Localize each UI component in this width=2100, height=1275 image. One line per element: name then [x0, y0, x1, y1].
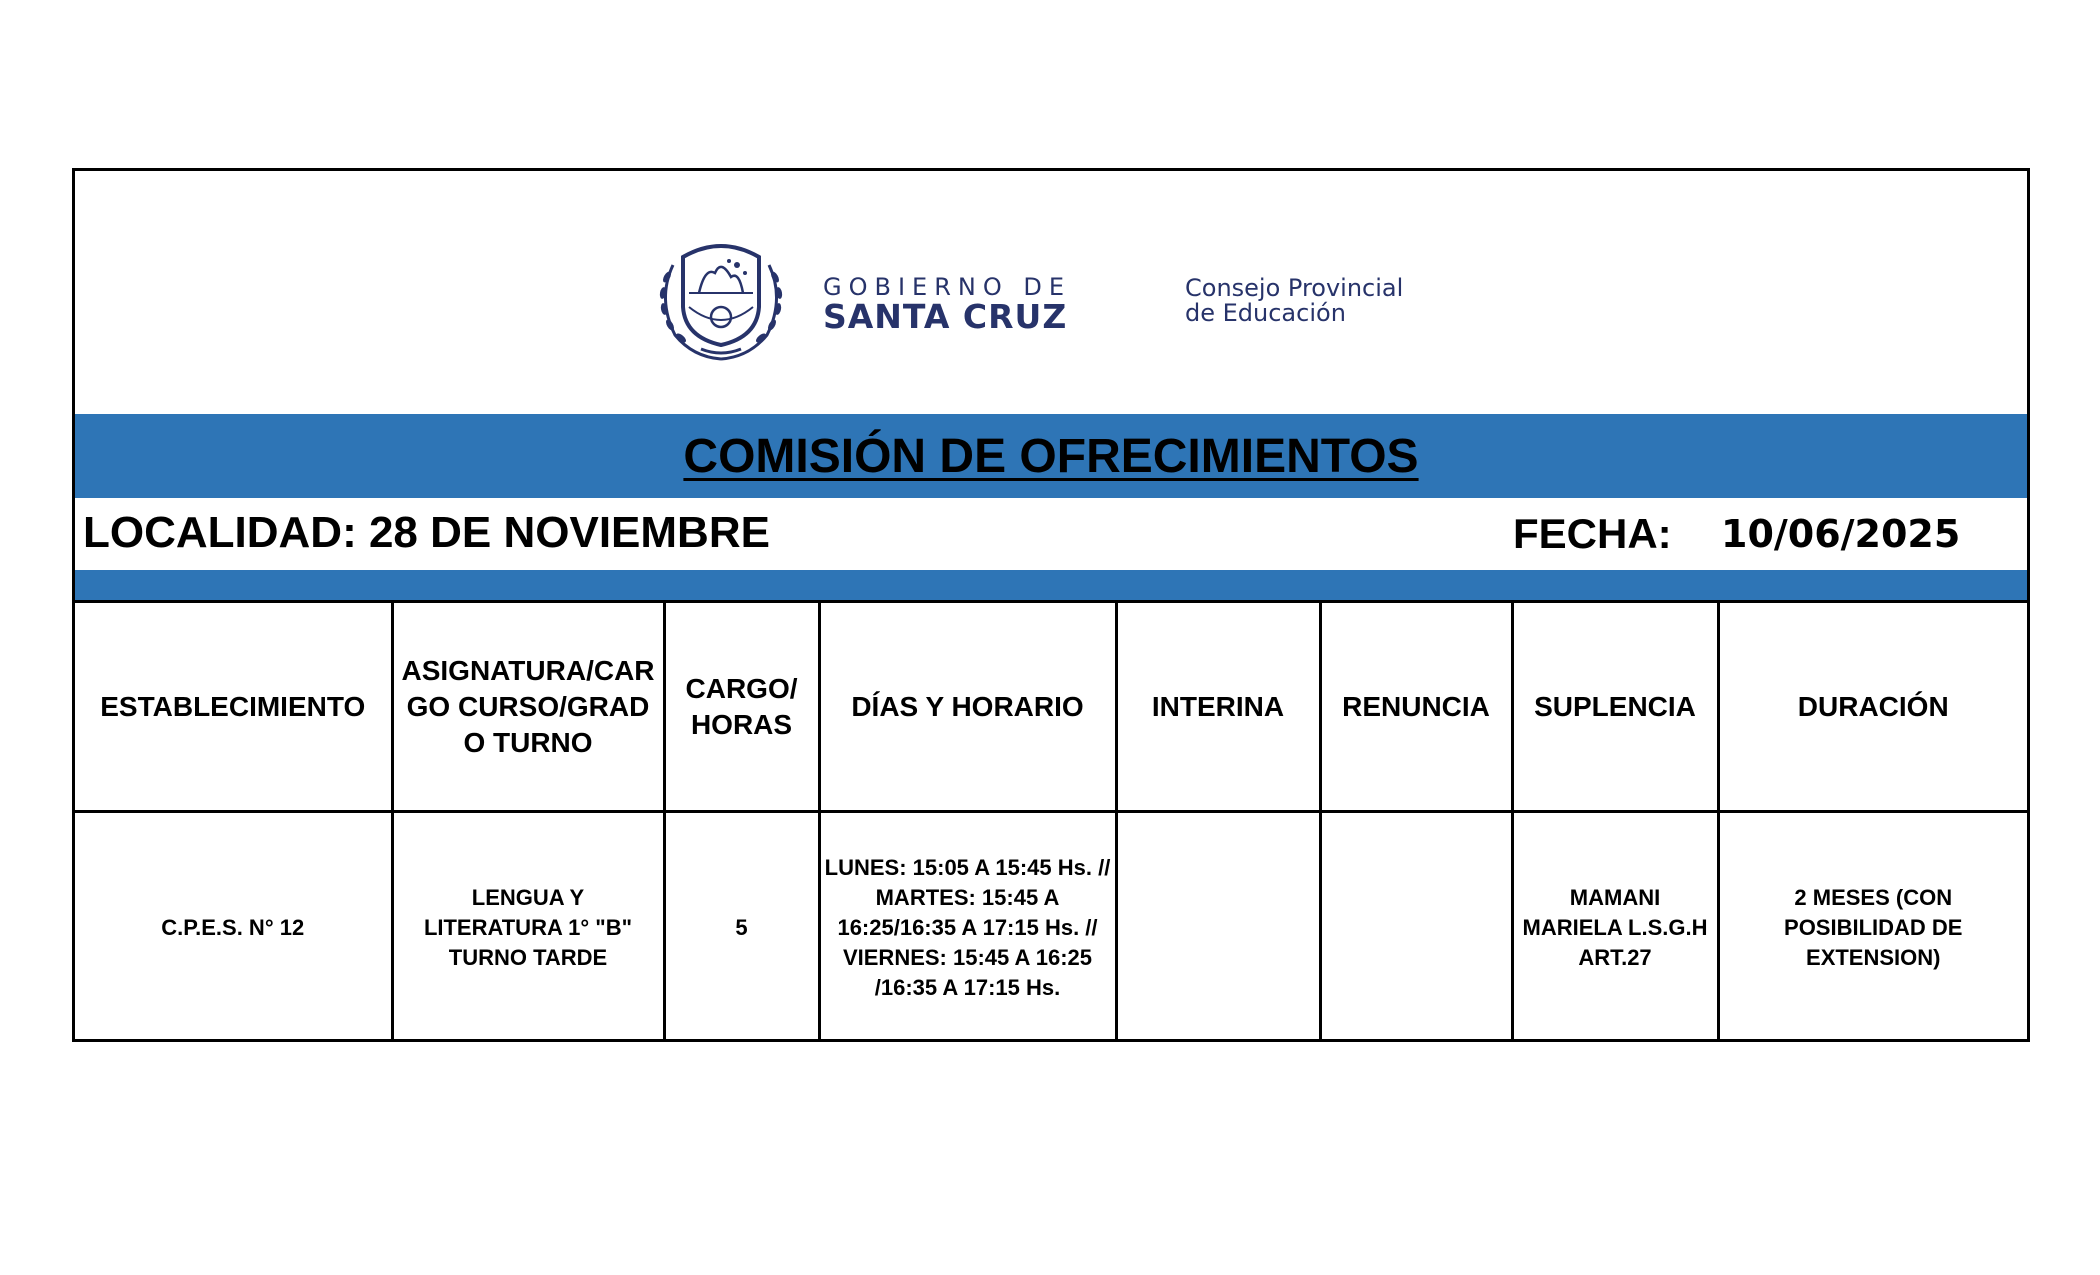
divider-band [75, 570, 2027, 600]
table-row [75, 812, 2027, 1043]
location-row [75, 498, 2027, 570]
header-establecimiento: ESTABLECIMIENTO [75, 602, 392, 812]
table-header-row [75, 602, 2027, 812]
header-duracion: DURACIÓN [1718, 602, 2027, 812]
header-cargo-horas: CARGO/ HORAS [664, 602, 819, 812]
document-frame [72, 168, 2030, 1042]
fecha-value: 10/06/2025 [1721, 512, 1961, 556]
fecha-label: FECHA: [1513, 510, 1672, 557]
cell-dias-horario: LUNES: 15:05 A 15:45 Hs. // MARTES: 15:45 A 16:25/16:35 A 17:15 Hs. // VIERNES: 15:45 A 16:25 /16:35 A 17:15 Hs. [819, 812, 1116, 1043]
page-title: COMISIÓN DE OFRECIMIENTOS [683, 429, 1419, 483]
header-suplencia: SUPLENCIA [1512, 602, 1718, 812]
header-interina: INTERINA [1116, 602, 1320, 812]
cell-asignatura: LENGUA Y LITERATURA 1° "B" TURNO TARDE [392, 812, 664, 1043]
gov-logo-text [823, 274, 1071, 334]
consejo-line2: de Educación [1185, 299, 1346, 327]
cell-renuncia [1320, 812, 1512, 1043]
header-renuncia: RENUNCIA [1320, 602, 1512, 812]
consejo-logo-text [1185, 276, 1403, 326]
header-asignatura: ASIGNATURA/CARGO CURSO/GRADO TURNO [392, 602, 664, 812]
cell-horas: 5 [664, 812, 819, 1043]
title-band [75, 414, 2027, 498]
gov-line1: GOBIERNO DE [823, 273, 1071, 301]
santa-cruz-seal-icon [653, 237, 789, 361]
offers-table [75, 600, 2027, 1042]
localidad-text: LOCALIDAD: 28 DE NOVIEMBRE [83, 508, 770, 557]
cell-interina [1116, 812, 1320, 1043]
header-dias-horario: DÍAS Y HORARIO [819, 602, 1116, 812]
consejo-line1: Consejo Provincial [1185, 274, 1404, 302]
gov-line2: SANTA CRUZ [823, 297, 1068, 336]
cell-establecimiento: C.P.E.S. N° 12 [75, 812, 392, 1043]
logo-header [75, 171, 2027, 414]
cell-duracion: 2 MESES (CON POSIBILIDAD DE EXTENSION) [1784, 884, 1963, 970]
cell-suplencia: MAMANI MARIELA L.S.G.H ART.27 [1512, 812, 1718, 1043]
